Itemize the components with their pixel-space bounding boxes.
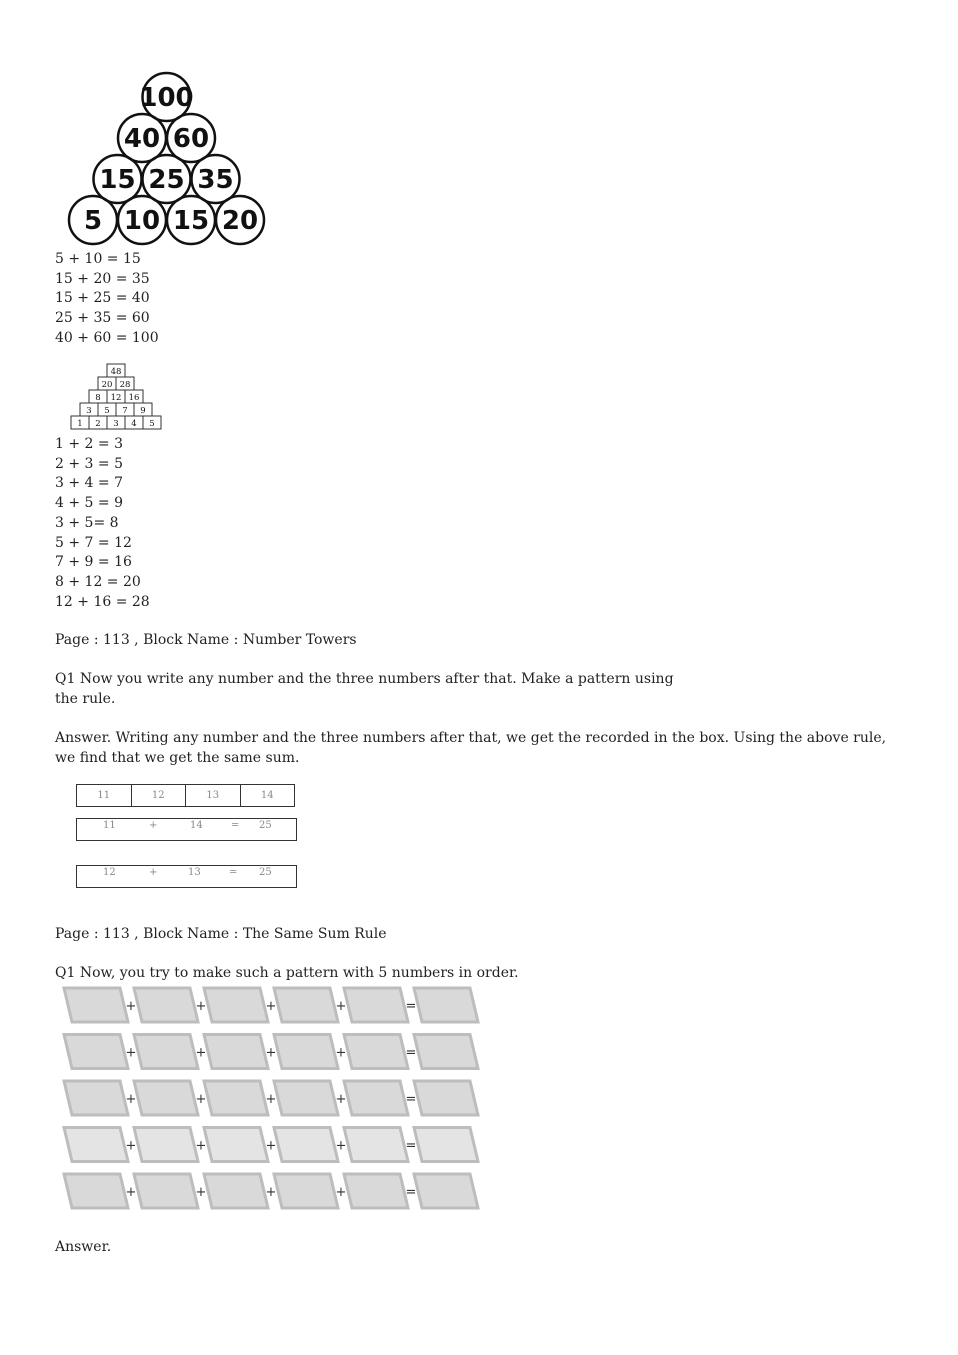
plus-sign: + bbox=[335, 1138, 347, 1154]
equation-line: 8 + 12 = 20 bbox=[55, 573, 141, 590]
tower-block-value: 9 bbox=[140, 406, 146, 416]
tower-block-value: 16 bbox=[128, 393, 140, 403]
tower-circle-value: 5 bbox=[83, 206, 103, 236]
blank-number-box bbox=[274, 988, 338, 1022]
blank-sum-pattern-grid bbox=[60, 983, 485, 1213]
equation-line: 2 + 3 = 5 bbox=[55, 455, 123, 472]
plus-sign: + bbox=[265, 1045, 277, 1061]
blank-number-box bbox=[414, 1128, 478, 1162]
tower-circle-value: 15 bbox=[172, 206, 210, 236]
blank-number-box bbox=[204, 1035, 268, 1069]
plus-sign: + bbox=[265, 1185, 277, 1200]
equation-line: 3 + 4 = 7 bbox=[55, 475, 123, 492]
tower-circle-value: 40 bbox=[123, 124, 161, 154]
tower-circle-value: 100 bbox=[139, 83, 194, 113]
blank-number-box bbox=[64, 1128, 128, 1162]
blank-number-box bbox=[414, 1081, 478, 1115]
question-five-numbers: Q1 Now, you try to make such a pattern with 5 numbers in order. bbox=[55, 965, 519, 981]
sum-operand: 12 bbox=[103, 867, 116, 878]
plus-sign: + bbox=[335, 1185, 347, 1200]
tower-block-value: 5 bbox=[149, 419, 155, 429]
tower-block-value: 20 bbox=[101, 380, 113, 390]
plus-sign: + bbox=[195, 1185, 207, 1200]
plus-sign: + bbox=[195, 999, 207, 1014]
blank-number-box bbox=[64, 1174, 128, 1208]
tower-block-value: 12 bbox=[110, 393, 122, 403]
equation-line: 12 + 16 = 28 bbox=[55, 593, 150, 610]
blank-number-box bbox=[414, 988, 478, 1022]
plus-sign: + bbox=[195, 1138, 207, 1154]
blank-number-box bbox=[134, 1128, 198, 1162]
number-cell: 13 bbox=[186, 785, 241, 806]
equals-sign: = bbox=[405, 1092, 417, 1107]
equals-sign: = bbox=[405, 1045, 417, 1061]
equals-sign: = bbox=[405, 1185, 417, 1200]
blank-number-box bbox=[64, 1081, 128, 1115]
sum-operand: 11 bbox=[103, 820, 116, 831]
plus-sign: + bbox=[335, 1092, 347, 1107]
plus-sign: + bbox=[195, 1092, 207, 1107]
sum-row-inner-pair bbox=[76, 865, 297, 888]
blank-number-box bbox=[64, 988, 128, 1022]
blank-number-box bbox=[414, 1035, 478, 1069]
plus-sign: + bbox=[125, 999, 137, 1014]
blank-number-box bbox=[274, 1174, 338, 1208]
plus-sign: + bbox=[265, 999, 277, 1014]
plus-sign: + bbox=[335, 1045, 347, 1061]
tower-circle-value: 60 bbox=[172, 124, 210, 154]
sum-row-outer-pair bbox=[76, 818, 297, 841]
question-line-2: the rule. bbox=[55, 691, 116, 707]
tower-circle-value: 20 bbox=[221, 206, 259, 236]
blank-number-box bbox=[64, 1035, 128, 1069]
blank-number-box bbox=[204, 1081, 268, 1115]
blank-number-box bbox=[204, 1174, 268, 1208]
tower-circle-value: 15 bbox=[99, 165, 136, 195]
tower-circle-value: 35 bbox=[197, 165, 234, 195]
equals-sign: = bbox=[231, 820, 240, 831]
sum-operand: 14 bbox=[190, 820, 203, 831]
equation-line: 5 + 10 = 15 bbox=[55, 251, 141, 267]
plus-sign: + bbox=[149, 867, 158, 878]
equation-line: 5 + 7 = 12 bbox=[55, 534, 132, 551]
tower-circle-value: 25 bbox=[148, 165, 185, 195]
blank-number-box bbox=[204, 1128, 268, 1162]
sum-result: 25 bbox=[259, 820, 272, 831]
section-heading-same-sum-rule: Page : 113 , Block Name : The Same Sum Rule bbox=[55, 926, 387, 942]
equation-line: 25 + 35 = 60 bbox=[55, 310, 150, 327]
answer-label: Answer. bbox=[55, 1239, 112, 1255]
tower-block-value: 1 bbox=[77, 419, 83, 429]
plus-sign: + bbox=[265, 1138, 277, 1154]
blank-number-box bbox=[344, 1174, 408, 1208]
section-heading-number-towers: Page : 113 , Block Name : Number Towers bbox=[55, 632, 357, 648]
plus-sign: + bbox=[125, 1185, 137, 1200]
tower-block-value: 5 bbox=[104, 406, 110, 416]
blank-number-box bbox=[344, 1035, 408, 1069]
tower-block-value: 2 bbox=[95, 419, 101, 429]
equals-sign: = bbox=[405, 1138, 417, 1154]
plus-sign: + bbox=[149, 820, 158, 831]
equation-line: 15 + 25 = 40 bbox=[55, 290, 150, 307]
plus-sign: + bbox=[195, 1045, 207, 1061]
tower-block-value: 4 bbox=[131, 419, 137, 429]
number-cell: 12 bbox=[132, 785, 187, 806]
equation-line: 4 + 5 = 9 bbox=[55, 495, 123, 512]
tower-block-value: 3 bbox=[113, 419, 119, 429]
tower-circle-value: 10 bbox=[123, 206, 161, 236]
blank-number-box bbox=[344, 1128, 408, 1162]
equation-line: 7 + 9 = 16 bbox=[55, 554, 132, 571]
blank-number-box bbox=[414, 1174, 478, 1208]
equation-line: 40 + 60 = 100 bbox=[55, 329, 159, 346]
answer-paragraph: Answer. Writing any number and the three numbers after that, we get the recorded in the box. Using the above rule, we find that we get the same sum. bbox=[55, 730, 887, 766]
blank-number-box bbox=[204, 988, 268, 1022]
block-number-tower-figure bbox=[55, 360, 175, 432]
number-cell: 11 bbox=[77, 785, 132, 806]
blank-number-box bbox=[134, 988, 198, 1022]
tower-block-value: 28 bbox=[119, 380, 131, 390]
equation-line: 15 + 20 = 35 bbox=[55, 270, 150, 287]
blank-number-box bbox=[274, 1128, 338, 1162]
plus-sign: + bbox=[125, 1092, 137, 1107]
blank-number-box bbox=[344, 1081, 408, 1115]
equation-line: 1 + 2 = 3 bbox=[55, 436, 123, 452]
number-cell: 14 bbox=[260, 790, 274, 801]
sum-operand: 13 bbox=[188, 867, 201, 878]
blank-number-box bbox=[134, 1081, 198, 1115]
blank-number-box bbox=[274, 1035, 338, 1069]
plus-sign: + bbox=[335, 999, 347, 1014]
blank-number-box bbox=[344, 988, 408, 1022]
blank-number-box bbox=[274, 1081, 338, 1115]
tower-block-value: 7 bbox=[122, 406, 128, 416]
equation-line: 3 + 5= 8 bbox=[55, 514, 119, 531]
plus-sign: + bbox=[125, 1045, 137, 1061]
consecutive-numbers-row bbox=[76, 784, 295, 807]
circle-number-tower-figure bbox=[55, 60, 285, 250]
plus-sign: + bbox=[125, 1138, 137, 1154]
tower-block-value: 8 bbox=[95, 393, 101, 403]
blank-number-box bbox=[134, 1174, 198, 1208]
equals-sign: = bbox=[405, 999, 417, 1014]
sum-result: 25 bbox=[259, 867, 272, 878]
tower-block-value: 48 bbox=[110, 367, 122, 377]
tower-block-value: 3 bbox=[86, 406, 92, 416]
equals-sign: = bbox=[229, 867, 238, 878]
blank-number-box bbox=[134, 1035, 198, 1069]
plus-sign: + bbox=[265, 1092, 277, 1107]
question-line-1: Q1 Now you write any number and the three numbers after that. Make a pattern using bbox=[55, 671, 674, 687]
